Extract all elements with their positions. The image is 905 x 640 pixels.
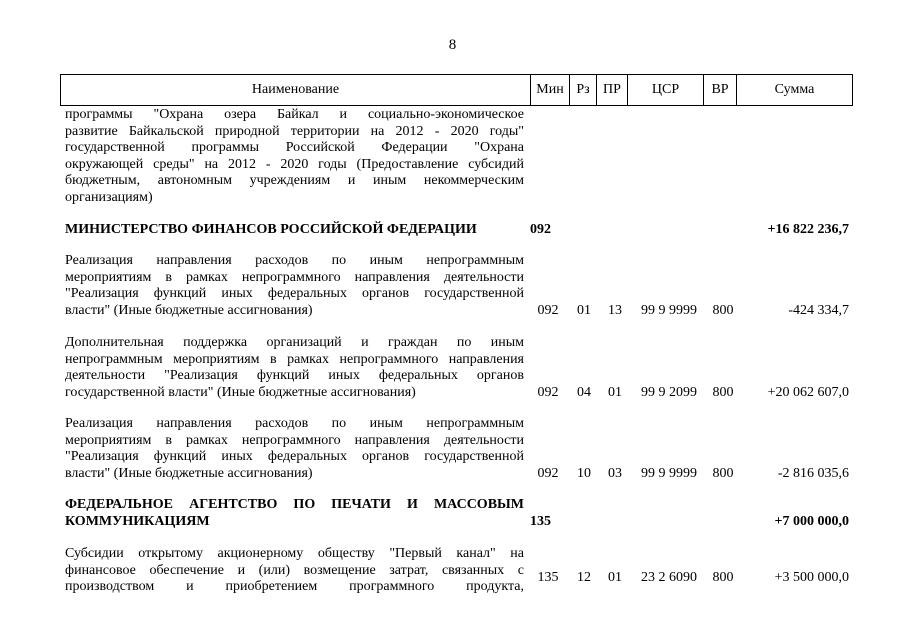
row-name-line: программы "Охрана озера Байкал и социально-экономическое <box>65 107 524 122</box>
row-name <box>65 253 524 319</box>
row-name-line: государственной программы Российской Федерации "Охрана <box>65 140 524 155</box>
row-name-line: Дополнительная поддержка организаций и граждан по иным <box>65 335 524 350</box>
row-name-line: деятельности "Реализация функций иных федеральных органов <box>65 368 524 383</box>
row-name <box>65 416 524 482</box>
row-sum: -2 816 035,6 <box>777 466 849 481</box>
row-name-line: КОММУНИКАЦИЯМ <box>65 513 210 529</box>
row-sum: +7 000 000,0 <box>774 514 849 529</box>
page-number: 8 <box>448 37 457 53</box>
row-name-line: мероприятиям в рамках непрограммного направления деятельности <box>65 269 524 285</box>
row-name-line: власти" (Иные бюджетные ассигнования) <box>65 465 313 481</box>
row-name-line: непрограммным мероприятиям в рамках непрограммного направления <box>65 351 524 367</box>
row-vr: 800 <box>712 303 734 318</box>
row-csr: 99 9 9999 <box>641 466 697 481</box>
row-name-line: бюджетным, автономным учреждениям и иным некоммерческим <box>65 173 524 188</box>
row-name-line: Субсидии открытому акционерному обществу "Первый канал" на <box>65 546 524 561</box>
row-min: 092 <box>537 303 559 318</box>
row-rz: 12 <box>577 570 591 585</box>
row-sum: -424 334,7 <box>788 303 849 318</box>
row-min: 092 <box>537 385 559 400</box>
row-pr: 01 <box>608 385 622 400</box>
row-name <box>65 497 524 530</box>
row-sum: +3 500 000,0 <box>774 570 849 585</box>
row-name-line: ФЕДЕРАЛЬНОЕ АГЕНТСТВО ПО ПЕЧАТИ И МАССОВЫМ <box>65 497 524 512</box>
row-rz: 04 <box>577 385 591 400</box>
row-vr: 800 <box>712 385 734 400</box>
header-name: Наименование <box>61 75 531 106</box>
row-pr: 01 <box>608 570 622 585</box>
row-name-line: Реализация направления расходов по иным непрограммным <box>65 416 524 431</box>
table-header <box>60 74 853 106</box>
row-min: 092 <box>530 222 551 237</box>
row-rz: 10 <box>577 466 591 481</box>
header-sum: Сумма <box>737 75 853 106</box>
row-name <box>65 335 524 401</box>
row-vr: 800 <box>712 466 734 481</box>
row-name-line: производством и приобретением программного продукта, <box>65 579 524 594</box>
row-name <box>65 107 524 206</box>
header-min: Мин <box>531 75 570 106</box>
row-name-line: финансовое обеспечение и (или) возмещение затрат, связанных с <box>65 562 524 578</box>
row-min: 135 <box>537 570 559 585</box>
row-pr: 03 <box>608 466 622 481</box>
header-vr: ВР <box>704 75 737 106</box>
row-name <box>65 546 524 596</box>
row-name-line: мероприятиям в рамках непрограммного направления деятельности <box>65 432 524 448</box>
row-vr: 800 <box>712 570 734 585</box>
row-min: 135 <box>530 514 551 529</box>
row-sum: +20 062 607,0 <box>767 385 849 400</box>
row-pr: 13 <box>608 303 622 318</box>
header-csr: ЦСР <box>628 75 704 106</box>
row-rz: 01 <box>577 303 591 318</box>
row-name-line: организациям) <box>65 189 153 205</box>
row-name-line: "Реализация функций иных федеральных органов государственной <box>65 449 524 464</box>
header-rz: Рз <box>570 75 597 106</box>
row-name-line: Реализация направления расходов по иным непрограммным <box>65 253 524 268</box>
row-name-line: окружающей среды" на 2012 - 2020 годы (Предоставление субсидий <box>65 156 524 172</box>
row-csr: 99 9 2099 <box>641 385 697 400</box>
row-name-line: МИНИСТЕРСТВО ФИНАНСОВ РОССИЙСКОЙ ФЕДЕРАЦИИ <box>65 222 477 237</box>
row-name-line: власти" (Иные бюджетные ассигнования) <box>65 302 313 318</box>
row-name-line: развитие Байкальской природной территории на 2012 - 2020 годы" <box>65 123 524 139</box>
row-min: 092 <box>537 466 559 481</box>
header-pr: ПР <box>597 75 628 106</box>
row-csr: 99 9 9999 <box>641 303 697 318</box>
row-csr: 23 2 6090 <box>641 570 697 585</box>
row-name <box>65 222 524 239</box>
row-name-line: государственной власти" (Иные бюджетные ассигнования) <box>65 384 416 400</box>
row-name-line: "Реализация функций иных федеральных органов государственной <box>65 286 524 301</box>
row-sum: +16 822 236,7 <box>767 222 849 237</box>
